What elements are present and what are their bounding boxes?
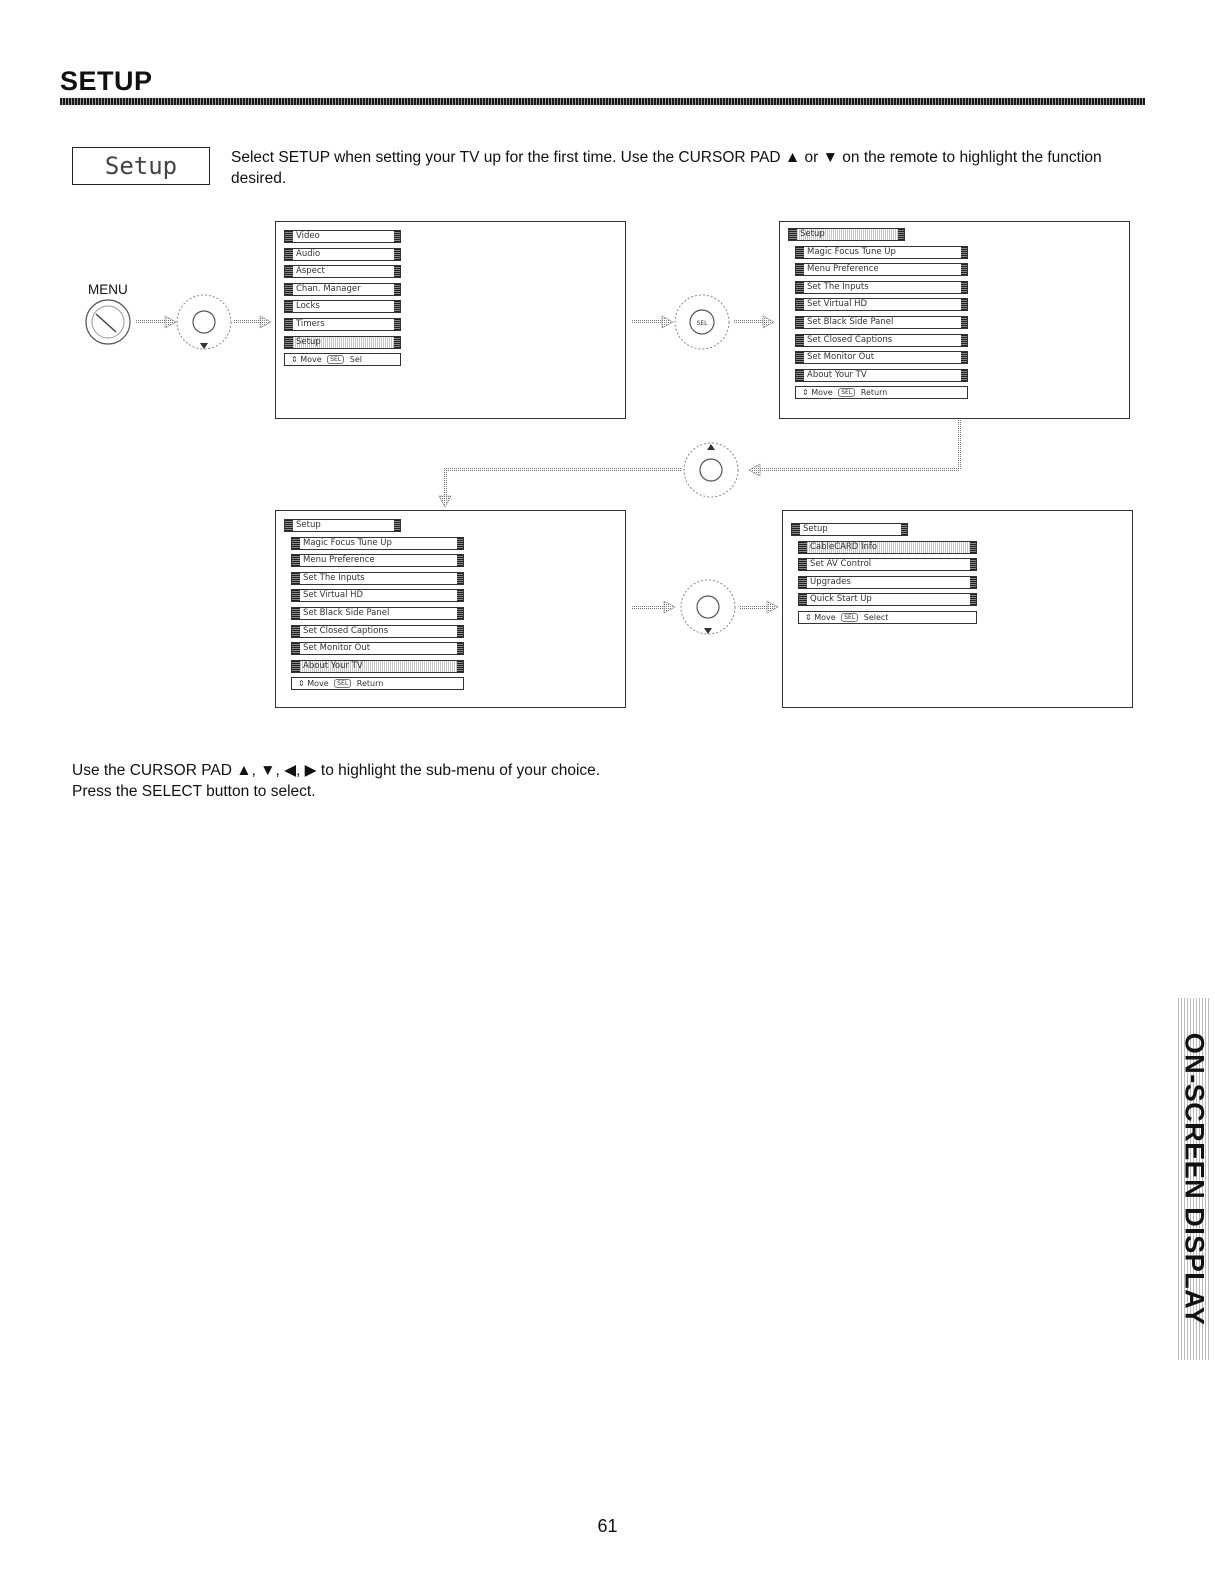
footer-move-label: Move — [814, 612, 836, 622]
main-menu — [284, 230, 401, 371]
cursor-pad-down-icon — [177, 295, 231, 349]
menu-footer — [795, 386, 968, 399]
menu-item-video[interactable]: Video — [284, 230, 401, 243]
menu-item-set-inputs[interactable]: Set The Inputs — [795, 281, 968, 294]
arrow-right-icon — [135, 316, 176, 328]
menu-item-about-tv[interactable]: About Your TV — [795, 369, 968, 382]
footer-move-label: Move — [307, 679, 329, 689]
footer-action-label: Sel — [349, 355, 362, 365]
menu-item-closed-captions[interactable]: Set Closed Captions — [291, 625, 464, 638]
sel-icon: SEL — [838, 388, 855, 397]
menu-item-magic-focus[interactable]: Magic Focus Tune Up — [795, 246, 968, 259]
menu-footer — [291, 677, 464, 690]
menu-item-magic-focus[interactable]: Magic Focus Tune Up — [291, 537, 464, 550]
updown-icon: ⇕ — [298, 679, 305, 689]
menu-item-set-inputs[interactable]: Set The Inputs — [291, 572, 464, 585]
main-menu-screen — [275, 221, 626, 419]
menu-item-monitor-out[interactable]: Set Monitor Out — [291, 642, 464, 655]
updown-icon: ⇕ — [291, 355, 298, 365]
sel-icon: SEL — [841, 613, 858, 622]
svg-text:SEL: SEL — [696, 320, 708, 327]
menu-item-quick-start[interactable]: Quick Start Up — [798, 593, 977, 606]
arrow-right-icon — [739, 601, 778, 613]
menu-item-cablecard-info[interactable]: CableCARD Info — [798, 541, 977, 554]
instructions-line-2: Press the SELECT button to select. — [72, 783, 316, 800]
footer-move-label: Move — [811, 388, 833, 398]
footer-action-label: Return — [860, 388, 888, 398]
sel-icon: SEL — [334, 679, 351, 688]
setup-menu-screen-1 — [779, 221, 1130, 419]
setup-menu-screen-2 — [275, 510, 626, 708]
setup-menu-2 — [284, 519, 464, 695]
menu-header-setup: Setup — [284, 519, 401, 532]
menu-item-setup[interactable]: Setup — [284, 336, 401, 349]
about-tv-screen — [782, 510, 1133, 708]
menu-item-virtual-hd[interactable]: Set Virtual HD — [795, 298, 968, 311]
menu-item-black-side-panel[interactable]: Set Black Side Panel — [291, 607, 464, 620]
menu-footer — [798, 611, 977, 624]
menu-footer — [284, 353, 401, 366]
instructions-line-1: Use the CURSOR PAD ▲, ▼, ◀, ▶ to highlight the sub-menu of your choice. — [72, 762, 601, 779]
sel-icon: SEL — [327, 355, 344, 364]
menu-item-monitor-out[interactable]: Set Monitor Out — [795, 351, 968, 364]
section-side-tab — [1178, 998, 1210, 1360]
intro-text: Select SETUP when setting your TV up for the first time. Use the CURSOR PAD ▲ or ▼ on the remote to highlight the function desired. — [231, 149, 1102, 187]
menu-item-locks[interactable]: Locks — [284, 300, 401, 313]
arrow-right-icon — [632, 601, 675, 613]
menu-item-audio[interactable]: Audio — [284, 248, 401, 261]
menu-button-icon — [86, 300, 130, 344]
about-tv-menu — [791, 523, 977, 629]
menu-header-setup: Setup — [788, 228, 905, 241]
menu-item-chan-manager[interactable]: Chan. Manager — [284, 283, 401, 296]
setup-menu-1 — [788, 228, 968, 404]
page-title: SETUP — [60, 66, 153, 96]
menu-item-upgrades[interactable]: Upgrades — [798, 576, 977, 589]
menu-item-virtual-hd[interactable]: Set Virtual HD — [291, 589, 464, 602]
page-number: 61 — [597, 1516, 618, 1536]
menu-item-av-control[interactable]: Set AV Control — [798, 558, 977, 571]
section-side-tab-label: ON-SCREEN DISPLAY — [1179, 1032, 1210, 1326]
menu-item-menu-preference[interactable]: Menu Preference — [795, 263, 968, 276]
menu-item-about-tv[interactable]: About Your TV — [291, 660, 464, 673]
footer-action-label: Return — [356, 679, 384, 689]
menu-header-setup: Setup — [791, 523, 908, 536]
setup-label-box: Setup — [72, 147, 210, 185]
arrow-right-icon — [234, 316, 271, 328]
instructions — [72, 760, 600, 802]
updown-icon: ⇕ — [805, 612, 812, 622]
arrow-right-icon — [632, 316, 673, 328]
menu-item-black-side-panel[interactable]: Set Black Side Panel — [795, 316, 968, 329]
updown-icon: ⇕ — [802, 388, 809, 398]
arrow-right-icon — [733, 316, 774, 328]
footer-action-label: Select — [863, 612, 889, 622]
connector-arrow — [439, 420, 961, 507]
select-button-icon — [675, 295, 729, 349]
menu-item-aspect[interactable]: Aspect — [284, 265, 401, 278]
menu-item-closed-captions[interactable]: Set Closed Captions — [795, 334, 968, 347]
cursor-pad-down-icon — [681, 580, 735, 634]
menu-button-label: MENU — [88, 282, 128, 297]
menu-item-menu-preference[interactable]: Menu Preference — [291, 554, 464, 567]
menu-item-timers[interactable]: Timers — [284, 318, 401, 331]
footer-move-label: Move — [300, 355, 322, 365]
